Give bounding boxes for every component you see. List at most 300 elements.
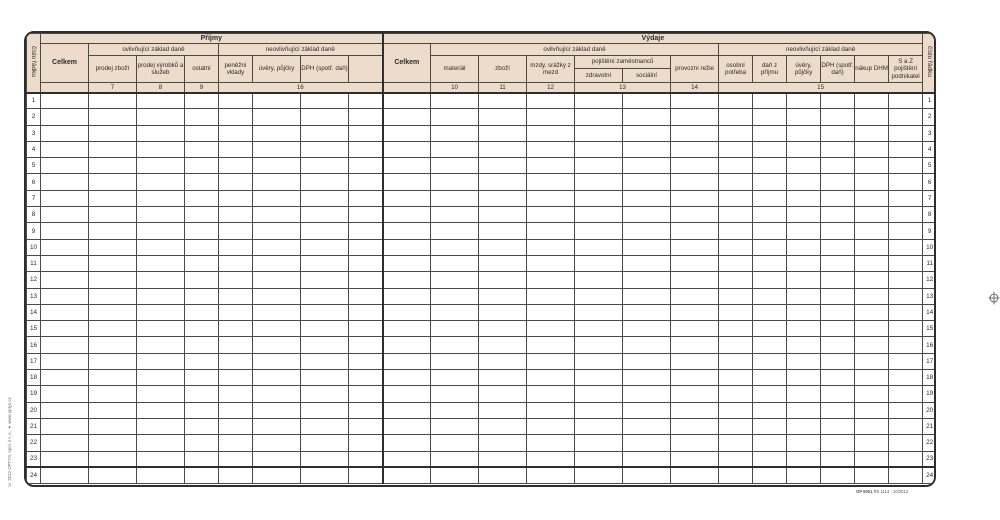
entry-cell[interactable] xyxy=(855,239,889,255)
entry-cell[interactable] xyxy=(623,141,671,157)
entry-cell[interactable] xyxy=(787,402,821,418)
entry-cell[interactable] xyxy=(527,255,575,271)
entry-cell[interactable] xyxy=(301,207,349,223)
entry-cell[interactable] xyxy=(671,158,719,174)
entry-cell[interactable] xyxy=(821,370,855,386)
entry-cell[interactable] xyxy=(137,255,185,271)
entry-cell[interactable] xyxy=(349,386,383,402)
entry-cell[interactable] xyxy=(349,255,383,271)
entry-cell[interactable] xyxy=(89,288,137,304)
entry-cell[interactable] xyxy=(889,288,923,304)
entry-cell[interactable] xyxy=(719,207,753,223)
entry-cell[interactable] xyxy=(889,141,923,157)
entry-cell[interactable] xyxy=(349,223,383,239)
entry-cell[interactable] xyxy=(671,174,719,190)
entry-cell[interactable] xyxy=(787,337,821,353)
entry-cell[interactable] xyxy=(719,93,753,109)
entry-cell[interactable] xyxy=(719,304,753,320)
entry-cell[interactable] xyxy=(185,337,219,353)
entry-cell[interactable] xyxy=(431,402,479,418)
entry-cell[interactable] xyxy=(219,255,253,271)
entry-cell[interactable] xyxy=(137,93,185,109)
entry-cell[interactable] xyxy=(41,174,89,190)
entry-cell[interactable] xyxy=(787,272,821,288)
entry-cell[interactable] xyxy=(349,304,383,320)
entry-cell[interactable] xyxy=(855,386,889,402)
entry-cell[interactable] xyxy=(137,174,185,190)
entry-cell[interactable] xyxy=(623,467,671,483)
entry-cell[interactable] xyxy=(253,353,301,369)
entry-cell[interactable] xyxy=(253,174,301,190)
entry-cell[interactable] xyxy=(753,109,787,125)
entry-cell[interactable] xyxy=(753,288,787,304)
entry-cell[interactable] xyxy=(623,255,671,271)
entry-cell[interactable] xyxy=(821,272,855,288)
entry-cell[interactable] xyxy=(575,239,623,255)
entry-cell[interactable] xyxy=(479,337,527,353)
entry-cell[interactable] xyxy=(431,353,479,369)
entry-cell[interactable] xyxy=(349,451,383,467)
entry-cell[interactable] xyxy=(301,141,349,157)
entry-cell[interactable] xyxy=(575,223,623,239)
entry-cell[interactable] xyxy=(301,402,349,418)
entry-cell[interactable] xyxy=(889,353,923,369)
entry-cell[interactable] xyxy=(137,207,185,223)
entry-cell[interactable] xyxy=(623,435,671,451)
entry-cell[interactable] xyxy=(671,321,719,337)
entry-cell[interactable] xyxy=(253,109,301,125)
entry-cell[interactable] xyxy=(855,451,889,467)
entry-cell[interactable] xyxy=(301,386,349,402)
entry-cell[interactable] xyxy=(575,467,623,483)
entry-cell[interactable] xyxy=(855,337,889,353)
entry-cell[interactable] xyxy=(137,125,185,141)
entry-cell[interactable] xyxy=(349,93,383,109)
entry-cell[interactable] xyxy=(41,321,89,337)
entry-cell[interactable] xyxy=(41,109,89,125)
entry-cell[interactable] xyxy=(527,467,575,483)
entry-cell[interactable] xyxy=(431,158,479,174)
entry-cell[interactable] xyxy=(431,386,479,402)
entry-cell[interactable] xyxy=(821,304,855,320)
entry-cell[interactable] xyxy=(219,353,253,369)
entry-cell[interactable] xyxy=(253,272,301,288)
entry-cell[interactable] xyxy=(719,125,753,141)
entry-cell[interactable] xyxy=(349,272,383,288)
entry-cell[interactable] xyxy=(41,223,89,239)
entry-cell[interactable] xyxy=(671,418,719,434)
entry-cell[interactable] xyxy=(575,255,623,271)
entry-cell[interactable] xyxy=(671,125,719,141)
entry-cell[interactable] xyxy=(41,353,89,369)
entry-cell[interactable] xyxy=(821,467,855,483)
entry-cell[interactable] xyxy=(349,288,383,304)
entry-cell[interactable] xyxy=(89,141,137,157)
entry-cell[interactable] xyxy=(527,272,575,288)
entry-cell[interactable] xyxy=(383,353,431,369)
entry-cell[interactable] xyxy=(719,255,753,271)
entry-cell[interactable] xyxy=(753,402,787,418)
entry-cell[interactable] xyxy=(219,288,253,304)
entry-cell[interactable] xyxy=(889,337,923,353)
entry-cell[interactable] xyxy=(89,174,137,190)
entry-cell[interactable] xyxy=(787,93,821,109)
entry-cell[interactable] xyxy=(301,223,349,239)
entry-cell[interactable] xyxy=(821,418,855,434)
entry-cell[interactable] xyxy=(431,174,479,190)
entry-cell[interactable] xyxy=(219,418,253,434)
entry-cell[interactable] xyxy=(383,288,431,304)
entry-cell[interactable] xyxy=(787,467,821,483)
entry-cell[interactable] xyxy=(753,337,787,353)
entry-cell[interactable] xyxy=(349,141,383,157)
entry-cell[interactable] xyxy=(185,93,219,109)
entry-cell[interactable] xyxy=(253,304,301,320)
entry-cell[interactable] xyxy=(719,402,753,418)
entry-cell[interactable] xyxy=(89,370,137,386)
entry-cell[interactable] xyxy=(479,418,527,434)
entry-cell[interactable] xyxy=(383,435,431,451)
entry-cell[interactable] xyxy=(41,93,89,109)
entry-cell[interactable] xyxy=(219,272,253,288)
entry-cell[interactable] xyxy=(137,272,185,288)
entry-cell[interactable] xyxy=(301,288,349,304)
entry-cell[interactable] xyxy=(719,337,753,353)
entry-cell[interactable] xyxy=(41,272,89,288)
entry-cell[interactable] xyxy=(855,190,889,206)
entry-cell[interactable] xyxy=(671,467,719,483)
entry-cell[interactable] xyxy=(753,93,787,109)
entry-cell[interactable] xyxy=(575,288,623,304)
entry-cell[interactable] xyxy=(41,125,89,141)
entry-cell[interactable] xyxy=(383,402,431,418)
entry-cell[interactable] xyxy=(623,125,671,141)
entry-cell[interactable] xyxy=(623,272,671,288)
entry-cell[interactable] xyxy=(89,435,137,451)
entry-cell[interactable] xyxy=(185,353,219,369)
entry-cell[interactable] xyxy=(671,141,719,157)
entry-cell[interactable] xyxy=(89,207,137,223)
entry-cell[interactable] xyxy=(527,109,575,125)
entry-cell[interactable] xyxy=(219,386,253,402)
entry-cell[interactable] xyxy=(787,418,821,434)
entry-cell[interactable] xyxy=(185,255,219,271)
entry-cell[interactable] xyxy=(185,321,219,337)
entry-cell[interactable] xyxy=(137,158,185,174)
entry-cell[interactable] xyxy=(41,207,89,223)
entry-cell[interactable] xyxy=(89,239,137,255)
entry-cell[interactable] xyxy=(623,190,671,206)
entry-cell[interactable] xyxy=(527,125,575,141)
entry-cell[interactable] xyxy=(89,93,137,109)
entry-cell[interactable] xyxy=(479,353,527,369)
entry-cell[interactable] xyxy=(479,141,527,157)
entry-cell[interactable] xyxy=(431,337,479,353)
entry-cell[interactable] xyxy=(137,239,185,255)
entry-cell[interactable] xyxy=(431,207,479,223)
entry-cell[interactable] xyxy=(383,190,431,206)
entry-cell[interactable] xyxy=(41,255,89,271)
entry-cell[interactable] xyxy=(575,304,623,320)
entry-cell[interactable] xyxy=(479,272,527,288)
entry-cell[interactable] xyxy=(623,288,671,304)
entry-cell[interactable] xyxy=(89,321,137,337)
entry-cell[interactable] xyxy=(479,158,527,174)
entry-cell[interactable] xyxy=(623,337,671,353)
entry-cell[interactable] xyxy=(185,370,219,386)
entry-cell[interactable] xyxy=(301,125,349,141)
entry-cell[interactable] xyxy=(301,174,349,190)
entry-cell[interactable] xyxy=(623,223,671,239)
entry-cell[interactable] xyxy=(253,223,301,239)
entry-cell[interactable] xyxy=(301,93,349,109)
entry-cell[interactable] xyxy=(185,158,219,174)
entry-cell[interactable] xyxy=(185,125,219,141)
entry-cell[interactable] xyxy=(41,451,89,467)
entry-cell[interactable] xyxy=(575,353,623,369)
entry-cell[interactable] xyxy=(383,337,431,353)
entry-cell[interactable] xyxy=(671,304,719,320)
entry-cell[interactable] xyxy=(821,239,855,255)
entry-cell[interactable] xyxy=(719,109,753,125)
entry-cell[interactable] xyxy=(719,223,753,239)
entry-cell[interactable] xyxy=(527,288,575,304)
entry-cell[interactable] xyxy=(719,174,753,190)
entry-cell[interactable] xyxy=(889,174,923,190)
entry-cell[interactable] xyxy=(527,402,575,418)
entry-cell[interactable] xyxy=(89,386,137,402)
entry-cell[interactable] xyxy=(889,223,923,239)
entry-cell[interactable] xyxy=(855,174,889,190)
entry-cell[interactable] xyxy=(527,337,575,353)
entry-cell[interactable] xyxy=(349,207,383,223)
entry-cell[interactable] xyxy=(855,288,889,304)
entry-cell[interactable] xyxy=(253,207,301,223)
entry-cell[interactable] xyxy=(671,190,719,206)
entry-cell[interactable] xyxy=(623,174,671,190)
entry-cell[interactable] xyxy=(623,451,671,467)
entry-cell[interactable] xyxy=(137,109,185,125)
entry-cell[interactable] xyxy=(349,370,383,386)
entry-cell[interactable] xyxy=(431,272,479,288)
entry-cell[interactable] xyxy=(855,467,889,483)
entry-cell[interactable] xyxy=(821,451,855,467)
entry-cell[interactable] xyxy=(253,255,301,271)
entry-cell[interactable] xyxy=(253,190,301,206)
entry-cell[interactable] xyxy=(137,321,185,337)
entry-cell[interactable] xyxy=(383,174,431,190)
entry-cell[interactable] xyxy=(889,418,923,434)
entry-cell[interactable] xyxy=(185,190,219,206)
entry-cell[interactable] xyxy=(855,109,889,125)
entry-cell[interactable] xyxy=(41,435,89,451)
entry-cell[interactable] xyxy=(855,255,889,271)
entry-cell[interactable] xyxy=(431,304,479,320)
entry-cell[interactable] xyxy=(855,370,889,386)
entry-cell[interactable] xyxy=(41,141,89,157)
entry-cell[interactable] xyxy=(527,304,575,320)
entry-cell[interactable] xyxy=(349,158,383,174)
entry-cell[interactable] xyxy=(383,386,431,402)
entry-cell[interactable] xyxy=(821,288,855,304)
entry-cell[interactable] xyxy=(753,370,787,386)
entry-cell[interactable] xyxy=(855,158,889,174)
entry-cell[interactable] xyxy=(671,207,719,223)
entry-cell[interactable] xyxy=(821,93,855,109)
entry-cell[interactable] xyxy=(671,451,719,467)
entry-cell[interactable] xyxy=(889,321,923,337)
entry-cell[interactable] xyxy=(671,272,719,288)
entry-cell[interactable] xyxy=(383,93,431,109)
entry-cell[interactable] xyxy=(301,272,349,288)
entry-cell[interactable] xyxy=(719,272,753,288)
entry-cell[interactable] xyxy=(479,125,527,141)
entry-cell[interactable] xyxy=(671,386,719,402)
entry-cell[interactable] xyxy=(253,386,301,402)
entry-cell[interactable] xyxy=(889,370,923,386)
entry-cell[interactable] xyxy=(219,93,253,109)
entry-cell[interactable] xyxy=(301,337,349,353)
entry-cell[interactable] xyxy=(479,239,527,255)
entry-cell[interactable] xyxy=(787,125,821,141)
entry-cell[interactable] xyxy=(719,321,753,337)
entry-cell[interactable] xyxy=(753,353,787,369)
entry-cell[interactable] xyxy=(431,370,479,386)
entry-cell[interactable] xyxy=(855,418,889,434)
entry-cell[interactable] xyxy=(527,190,575,206)
entry-cell[interactable] xyxy=(219,207,253,223)
entry-cell[interactable] xyxy=(527,158,575,174)
entry-cell[interactable] xyxy=(753,207,787,223)
entry-cell[interactable] xyxy=(301,370,349,386)
entry-cell[interactable] xyxy=(889,272,923,288)
entry-cell[interactable] xyxy=(89,223,137,239)
entry-cell[interactable] xyxy=(301,467,349,483)
entry-cell[interactable] xyxy=(89,272,137,288)
entry-cell[interactable] xyxy=(821,207,855,223)
entry-cell[interactable] xyxy=(383,418,431,434)
entry-cell[interactable] xyxy=(821,158,855,174)
entry-cell[interactable] xyxy=(753,304,787,320)
entry-cell[interactable] xyxy=(41,386,89,402)
entry-cell[interactable] xyxy=(41,402,89,418)
entry-cell[interactable] xyxy=(253,239,301,255)
entry-cell[interactable] xyxy=(89,125,137,141)
entry-cell[interactable] xyxy=(89,418,137,434)
entry-cell[interactable] xyxy=(671,239,719,255)
entry-cell[interactable] xyxy=(383,370,431,386)
entry-cell[interactable] xyxy=(383,467,431,483)
entry-cell[interactable] xyxy=(41,190,89,206)
entry-cell[interactable] xyxy=(479,467,527,483)
entry-cell[interactable] xyxy=(89,337,137,353)
entry-cell[interactable] xyxy=(855,223,889,239)
entry-cell[interactable] xyxy=(753,239,787,255)
entry-cell[interactable] xyxy=(889,207,923,223)
entry-cell[interactable] xyxy=(219,321,253,337)
entry-cell[interactable] xyxy=(787,223,821,239)
entry-cell[interactable] xyxy=(185,141,219,157)
entry-cell[interactable] xyxy=(821,402,855,418)
entry-cell[interactable] xyxy=(753,386,787,402)
entry-cell[interactable] xyxy=(301,190,349,206)
entry-cell[interactable] xyxy=(855,207,889,223)
entry-cell[interactable] xyxy=(137,353,185,369)
entry-cell[interactable] xyxy=(185,467,219,483)
entry-cell[interactable] xyxy=(719,353,753,369)
entry-cell[interactable] xyxy=(527,321,575,337)
entry-cell[interactable] xyxy=(137,402,185,418)
entry-cell[interactable] xyxy=(219,158,253,174)
entry-cell[interactable] xyxy=(787,141,821,157)
entry-cell[interactable] xyxy=(527,370,575,386)
entry-cell[interactable] xyxy=(219,337,253,353)
entry-cell[interactable] xyxy=(821,174,855,190)
entry-cell[interactable] xyxy=(787,109,821,125)
entry-cell[interactable] xyxy=(89,109,137,125)
entry-cell[interactable] xyxy=(383,109,431,125)
entry-cell[interactable] xyxy=(753,174,787,190)
entry-cell[interactable] xyxy=(301,418,349,434)
entry-cell[interactable] xyxy=(137,435,185,451)
entry-cell[interactable] xyxy=(623,418,671,434)
entry-cell[interactable] xyxy=(349,402,383,418)
entry-cell[interactable] xyxy=(383,223,431,239)
entry-cell[interactable] xyxy=(185,435,219,451)
entry-cell[interactable] xyxy=(787,207,821,223)
entry-cell[interactable] xyxy=(137,451,185,467)
entry-cell[interactable] xyxy=(479,93,527,109)
entry-cell[interactable] xyxy=(349,435,383,451)
entry-cell[interactable] xyxy=(219,190,253,206)
entry-cell[interactable] xyxy=(527,435,575,451)
entry-cell[interactable] xyxy=(671,109,719,125)
entry-cell[interactable] xyxy=(889,435,923,451)
entry-cell[interactable] xyxy=(889,467,923,483)
entry-cell[interactable] xyxy=(527,223,575,239)
entry-cell[interactable] xyxy=(479,402,527,418)
entry-cell[interactable] xyxy=(575,190,623,206)
entry-cell[interactable] xyxy=(41,158,89,174)
entry-cell[interactable] xyxy=(479,386,527,402)
entry-cell[interactable] xyxy=(623,386,671,402)
entry-cell[interactable] xyxy=(889,109,923,125)
entry-cell[interactable] xyxy=(185,304,219,320)
entry-cell[interactable] xyxy=(787,386,821,402)
entry-cell[interactable] xyxy=(753,467,787,483)
entry-cell[interactable] xyxy=(821,321,855,337)
entry-cell[interactable] xyxy=(137,370,185,386)
entry-cell[interactable] xyxy=(855,435,889,451)
entry-cell[interactable] xyxy=(821,190,855,206)
entry-cell[interactable] xyxy=(185,386,219,402)
entry-cell[interactable] xyxy=(623,207,671,223)
entry-cell[interactable] xyxy=(821,337,855,353)
entry-cell[interactable] xyxy=(383,272,431,288)
entry-cell[interactable] xyxy=(753,223,787,239)
entry-cell[interactable] xyxy=(301,255,349,271)
entry-cell[interactable] xyxy=(575,451,623,467)
entry-cell[interactable] xyxy=(671,370,719,386)
entry-cell[interactable] xyxy=(753,255,787,271)
entry-cell[interactable] xyxy=(527,174,575,190)
entry-cell[interactable] xyxy=(89,353,137,369)
entry-cell[interactable] xyxy=(787,435,821,451)
entry-cell[interactable] xyxy=(349,125,383,141)
entry-cell[interactable] xyxy=(753,158,787,174)
entry-cell[interactable] xyxy=(301,109,349,125)
entry-cell[interactable] xyxy=(671,353,719,369)
